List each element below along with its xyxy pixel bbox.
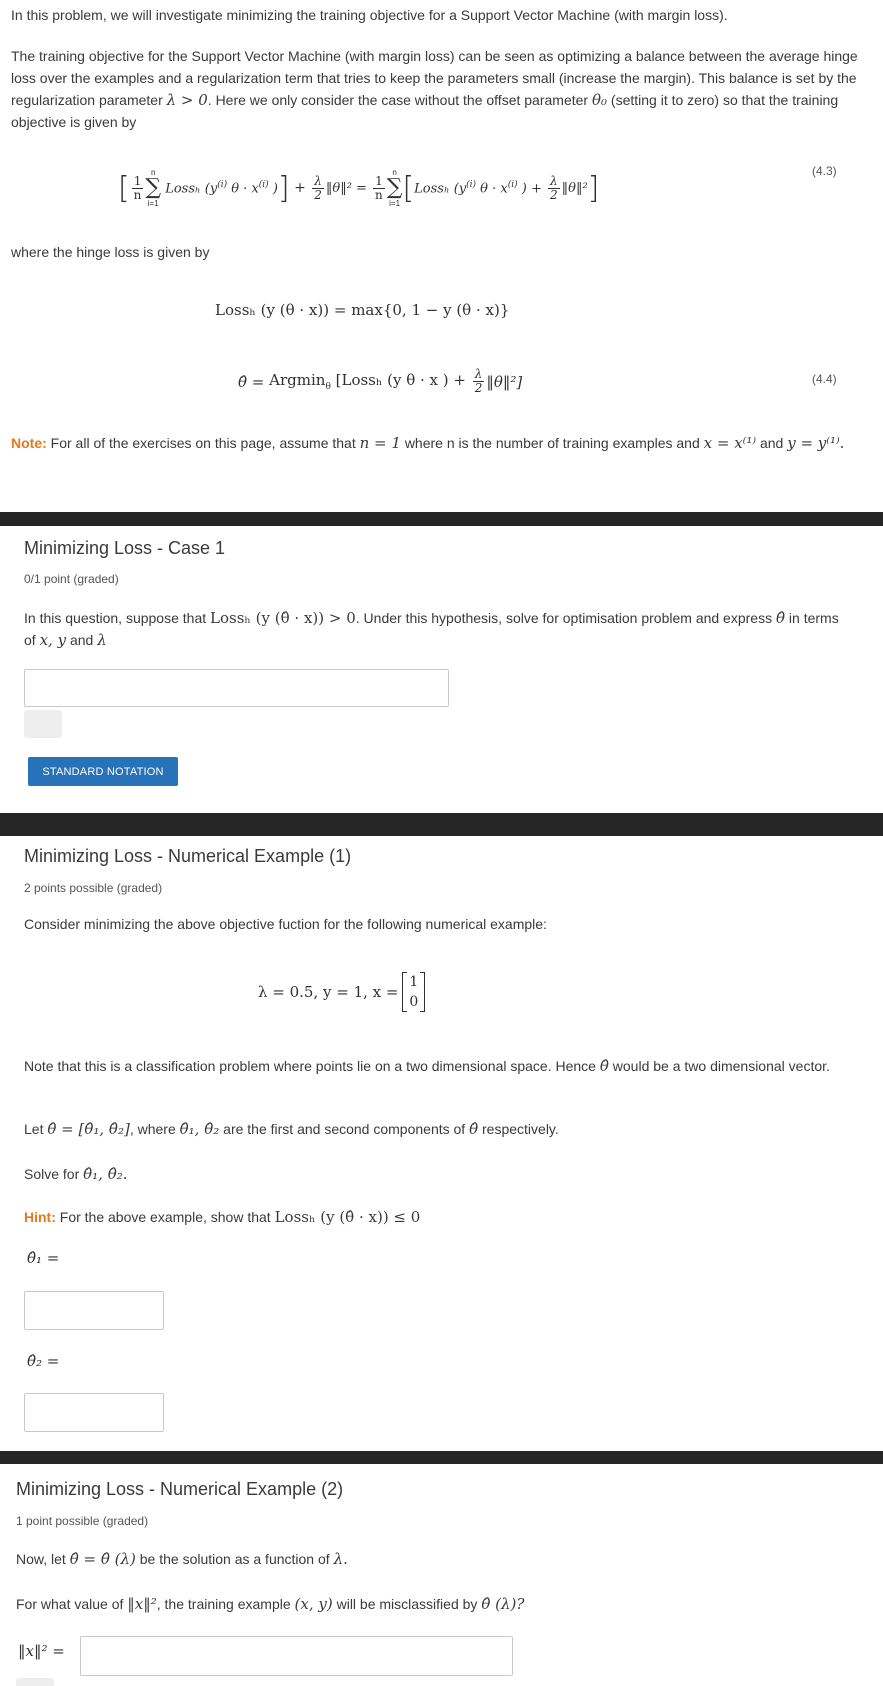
hinge-loss-equation: Lossₕ (y (θ · x)) = max{0, 1 − y (θ · x)} [215,301,510,319]
section-divider [0,512,883,526]
num2-submit-button[interactable] [16,1678,54,1686]
num1-example-equation: λ = 0.5, y = 1, x = 1 0 [258,972,425,1012]
theta1-input[interactable] [24,1291,164,1330]
num1-note: Note that this is a classification problem where points lie on a two dimensional space. Hence θ̂ would be a two dimensional vector. [24,1057,830,1075]
intro-paragraph-2: The training objective for the Support Vector Machine (with margin loss) can be seen as optimizing a balance between the average hinge loss over the examples and a regularization term that tries to keep the parameters small (increase the margin). This balance is set by the regularization parameter λ > 0. Here we only consider the case without the offset parameter θ₀ (setting it to zero) so that the training objective is given by [11,48,858,130]
equation-number-4-4: (4.4) [812,372,837,386]
note-paragraph: Note: For all of the exercises on this page, assume that n = 1 where n is the number of training examples and x = x⁽¹⁾ and y = y⁽¹⁾. [11,434,845,452]
num1-solve: Solve for θ̂₁, θ̂₂. [24,1165,128,1183]
hint-label: Hint: [24,1209,56,1225]
training-objective-equation: [ $\frac{1}{n}$ n ∑ i=1 Lossₕ ($y^{(i)}$ $\theta \cdot x^{(i)}$ ) ] + $\frac{\lambda}{2}$ ‖θ‖² = $\frac{1}{n}$ n ∑ i=1 [ Lossₕ ($y^{(i)}$ $\theta \cdot x^{(i)}$ ) + $\frac{\lambda}{2}$ ‖θ‖² ] [118,168,600,208]
num2-points: 1 point possible (graded) [16,1514,149,1528]
standard-notation-button[interactable]: STANDARD NOTATION [28,757,178,786]
case1-answer-input[interactable] [24,669,449,707]
note-label: Note: [11,435,47,451]
lambda-condition: λ > 0 [166,91,208,109]
case1-points: 0/1 point (graded) [24,572,119,586]
where-text: where the hinge loss is given by [11,244,210,260]
section-divider [0,1451,883,1464]
case1-submit-button[interactable] [24,710,62,738]
num1-points: 2 points possible (graded) [24,881,163,895]
theta2-input[interactable] [24,1393,164,1432]
num2-question: For what value of ‖x‖², the training example (x, y) will be misclassified by θ̂ (λ)? [16,1595,525,1613]
theta-zero: θ₀ [591,91,608,109]
theta1-label: θ̂₁ = [27,1249,60,1267]
norm-label: ‖x‖² = [18,1642,65,1660]
num1-prompt: Consider minimizing the above objective fuction for the following numerical example: [24,916,547,932]
num2-now: Now, let θ̂ = θ̂ (λ) be the solution as a function of λ. [16,1550,348,1568]
x-vector: 1 0 [402,972,425,1012]
num1-title: Minimizing Loss - Numerical Example (1) [24,846,352,866]
section-divider [0,813,883,836]
case1-title: Minimizing Loss - Case 1 [24,538,226,558]
num1-hint: Hint: For the above example, show that Lossₕ (y (θ̂ · x)) ≤ 0 [24,1208,421,1226]
equation-number-4-3: (4.3) [812,164,837,178]
intro-paragraph-1: In this problem, we will investigate minimizing the training objective for a Support Vector Machine (with margin loss). [11,7,728,23]
num2-title: Minimizing Loss - Numerical Example (2) [16,1479,344,1499]
case1-question: In this question, suppose that Lossₕ (y (θ̂ · x)) > 0. Under this hypothesis, solve for optimisation problem and express θ̂ in terms of x, y and λ [24,609,839,649]
num1-let: Let θ̂ = [θ̂₁, θ̂₂], where θ̂₁, θ̂₂ are the first and second components of θ̂ respectively. [24,1120,559,1138]
theta2-label: θ̂₂ = [27,1352,60,1370]
norm-input[interactable] [80,1636,513,1676]
argmin-equation: θ̂ = Argmin$_\theta$ [Lossₕ (y θ · x ) + $\frac{\lambda}{2}$ ‖θ‖²] [238,367,523,395]
